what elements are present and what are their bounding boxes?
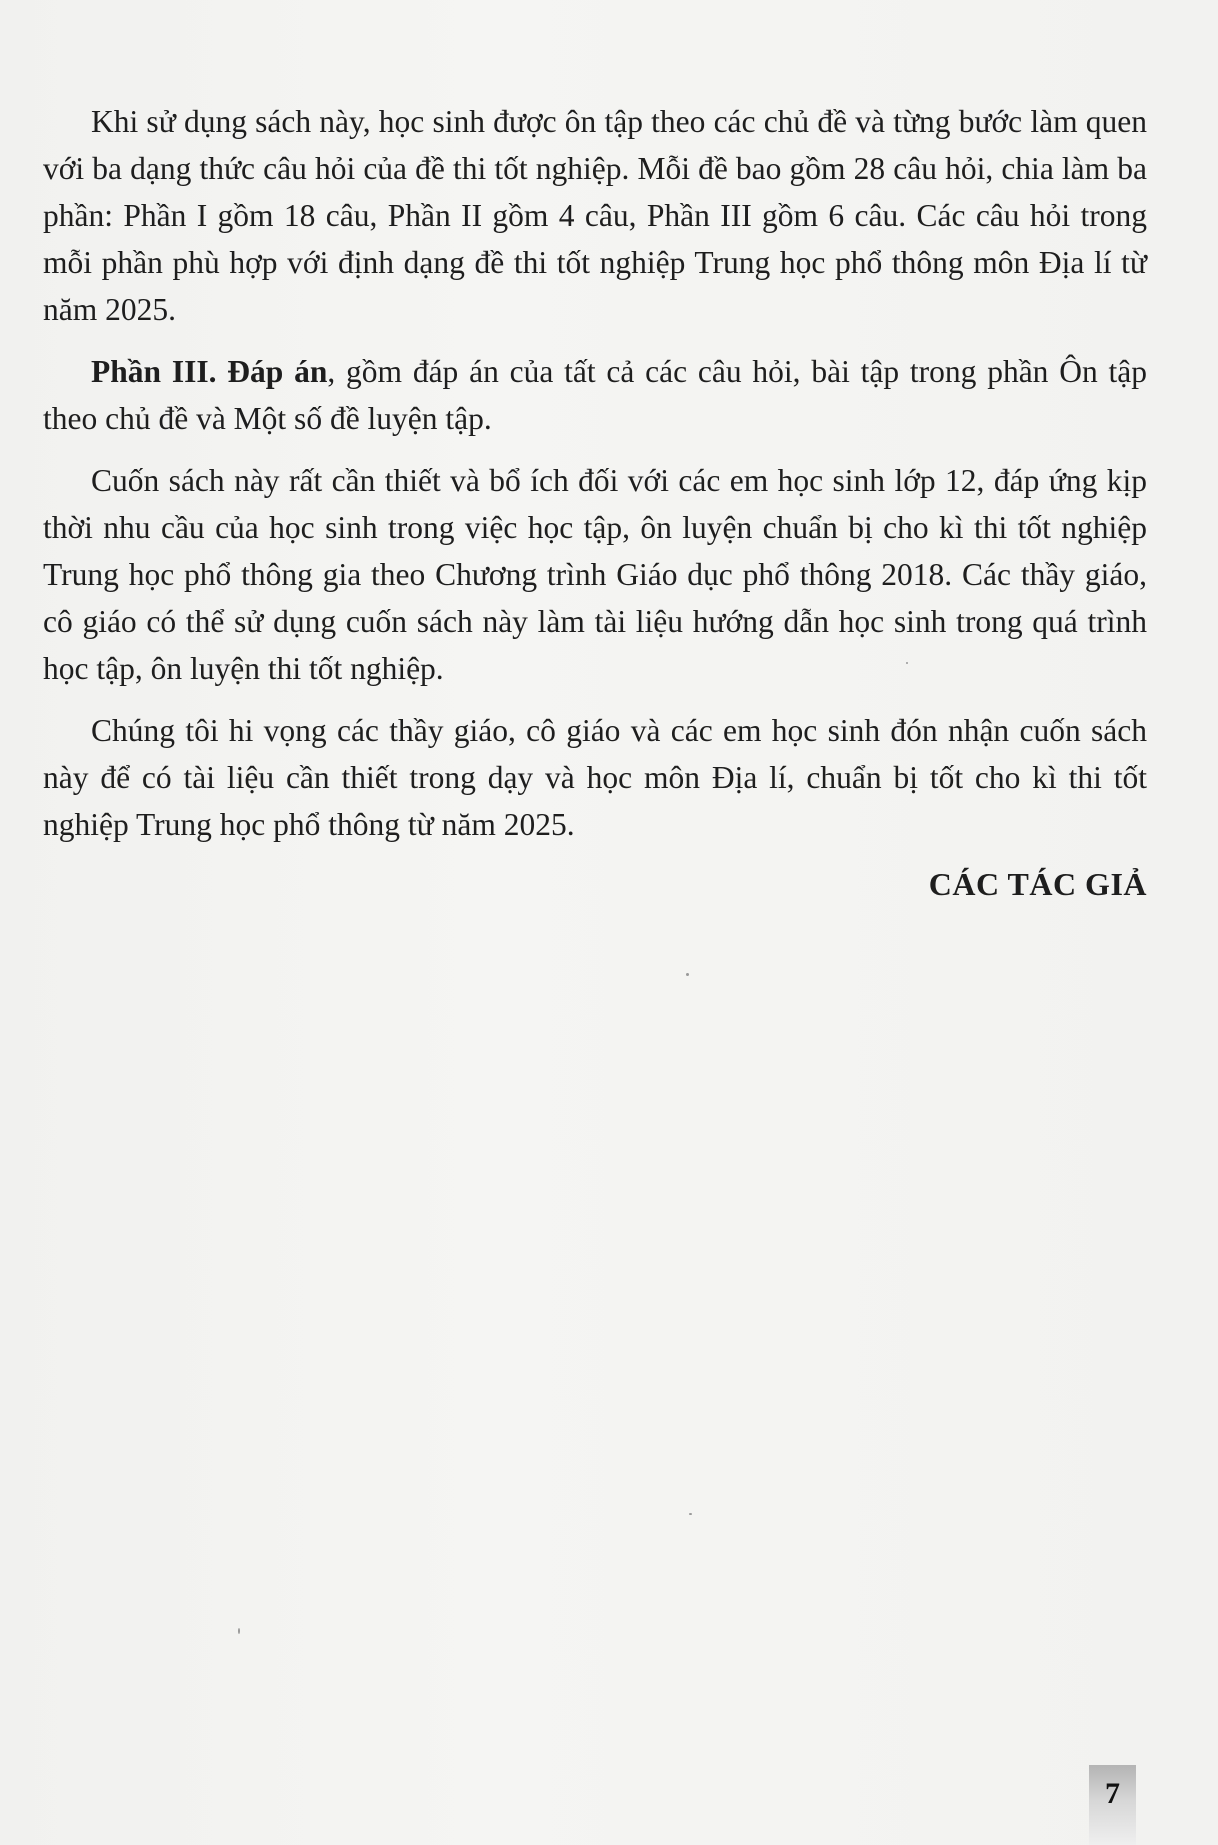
paragraph-closing: Chúng tôi hi vọng các thầy giáo, cô giáo và các em học sinh đón nhận cuốn sách này để có tài liệu cần thiết trong dạy và học môn Địa lí, chuẩn bị tốt cho kì thi tốt nghiệp Trung học phổ thông từ năm 2025. xyxy=(43,713,1147,842)
scan-speck xyxy=(689,1513,692,1515)
authors-signature: CÁC TÁC GIẢ xyxy=(928,866,1147,902)
body-text xyxy=(43,98,1147,863)
page-number-tab xyxy=(1089,1765,1136,1845)
scan-speck xyxy=(238,1628,240,1634)
scan-speck xyxy=(686,973,689,976)
paragraph-answers-text: , gồm đáp án của tất cả các câu hỏi, bài tập trong phần Ôn tập theo chủ đề và Một số đề luyện tập. xyxy=(43,354,1148,436)
paragraph-benefits: Cuốn sách này rất cần thiết và bổ ích đối với các em học sinh lớp 12, đáp ứng kịp thời nhu cầu của học sinh trong việc học tập, ôn luyện chuẩn bị cho kì thi tốt nghiệp Trung học phổ thông gia theo Chương trình Giáo dục phổ thông 2018. Các thầy giáo, cô giáo có thể sử dụng cuốn sách này làm tài liệu hướng dẫn học sinh trong quá trình học tập, ôn luyện thi tốt nghiệp. xyxy=(43,463,1147,686)
paragraph-usage: Khi sử dụng sách này, học sinh được ôn tập theo các chủ đề và từng bước làm quen với ba dạng thức câu hỏi của đề thi tốt nghiệp. Mỗi đề bao gồm 28 câu hỏi, chia làm ba phần: Phần I gồm 18 câu, Phần II gồm 4 câu, Phần III gồm 6 câu. Các câu hỏi trong mỗi phần phù hợp với định dạng đề thi tốt nghiệp Trung học phổ thông môn Địa lí từ năm 2025. xyxy=(43,104,1147,327)
scan-speck xyxy=(906,662,908,664)
paragraph-answers xyxy=(43,348,1147,442)
page-number: 7 xyxy=(1105,1777,1120,1810)
section-heading-answers: Phần III. Đáp án xyxy=(91,354,328,389)
